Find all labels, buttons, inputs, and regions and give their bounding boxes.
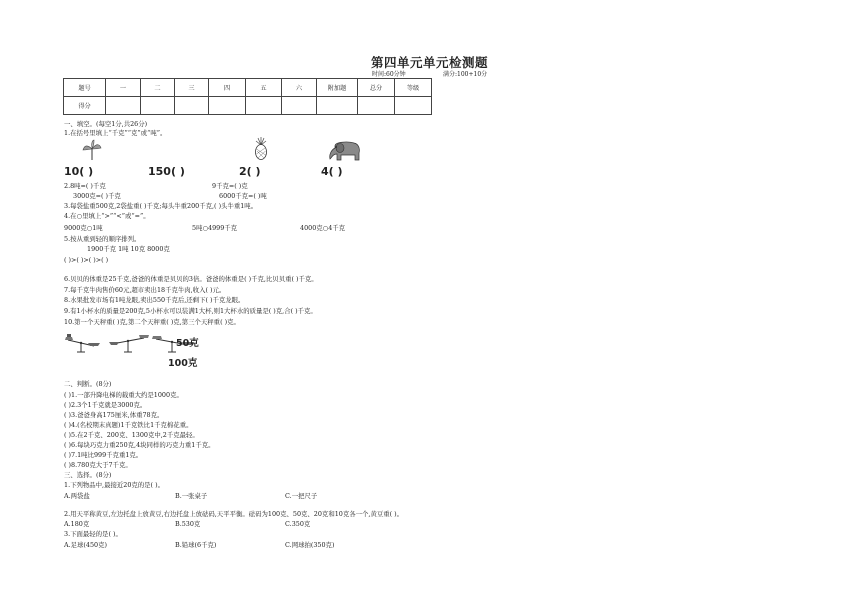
score-cell[interactable] <box>358 97 395 115</box>
score-table-header-cell: 三 <box>175 79 209 97</box>
q4-text: 4.在○里填上“>”“<”或“=”。 <box>64 212 150 220</box>
elephant-icon <box>327 140 363 162</box>
score-table <box>63 78 432 115</box>
q10-text: 10.第一个天秤重( )克,第二个天秤重( )克,第三个天秤重( )克。 <box>64 318 240 326</box>
choice-q2-option-b: B.530克 <box>175 520 201 528</box>
judge-item: ( )2.3个1千克就是3000克。 <box>64 401 147 409</box>
page-title: 第四单元单元检测题 <box>371 55 489 70</box>
q5-blanks: ( )>( )>( )>( ) <box>64 256 109 264</box>
q5-items: 1900千克 1吨 10克 8000克 <box>87 245 170 253</box>
judge-item: ( )5.在2千克、200克、1300克中,2千克最轻。 <box>64 431 199 439</box>
q6-text: 6.贝贝的体重是25千克,爸爸的体重是贝贝的3倍。爸爸的体重是( )千克,比贝贝重( )千克。 <box>64 275 318 283</box>
score-table-header-cell: 总分 <box>358 79 395 97</box>
score-table-header-cell: 六 <box>282 79 317 97</box>
choice-q1-option-c: C.一把尺子 <box>285 492 318 500</box>
score-table-header-cell: 附加题 <box>317 79 358 97</box>
choice-q3-text: 3.下面最轻的是( )。 <box>64 530 122 538</box>
score-table-header-cell: 题号 <box>64 79 106 97</box>
full-score: 满分:100+10分 <box>443 71 488 78</box>
balance-scale-1-icon <box>65 334 100 352</box>
score-table-header-cell: 四 <box>209 79 246 97</box>
q1-item-answer: 10( ) <box>64 165 94 178</box>
score-cell[interactable] <box>282 97 317 115</box>
weight-label-100g: 100克 <box>168 358 198 369</box>
section3-heading: 三、选择。(8分) <box>64 471 112 479</box>
q1-item-answer: 4( ) <box>321 165 343 178</box>
q2-text-d: 6000千克=( )吨 <box>219 192 267 200</box>
q8-text: 8.水果批发市场有1吨龙眼,卖出550千克后,还剩下( )千克龙眼。 <box>64 296 245 304</box>
choice-q1-text: 1.下列物品中,最接近20克的是( )。 <box>64 481 164 489</box>
pineapple-icon <box>253 137 269 161</box>
choice-q2-option-a: A.180克 <box>64 520 90 528</box>
score-table-header-row <box>64 79 432 97</box>
balance-scale-2-icon <box>109 335 149 352</box>
judge-item: ( )7.1吨比999千克重1克。 <box>64 451 143 459</box>
score-table-header-cell: 二 <box>141 79 175 97</box>
judge-item: ( )3.爸爸身高175厘米,体重78克。 <box>64 411 164 419</box>
q3-text: 3.每袋盐重500克,2袋盐重( )千克;每头牛重200千克,( )头牛重1吨。 <box>64 202 258 210</box>
q1-item-answer: 150( ) <box>148 165 185 178</box>
score-table-header-cell: 等级 <box>395 79 432 97</box>
score-table-score-row <box>64 97 432 115</box>
plant-sprout-icon <box>82 139 102 161</box>
choice-q3-option-a: A.足球(450克) <box>64 541 108 549</box>
q2-text-b: 9千克=( )克 <box>212 182 248 190</box>
score-cell[interactable] <box>175 97 209 115</box>
q2-text-c: 3000克=( )千克 <box>73 192 121 200</box>
q1-text: 1.在括号里填上“千克”“克”或“吨”。 <box>64 129 167 137</box>
q4-compare-c: 4000克○4千克 <box>300 224 346 232</box>
score-table-header-cell: 一 <box>106 79 141 97</box>
judge-item: ( )6.每块巧克力重250克,4块同样的巧克力重1千克。 <box>64 441 215 449</box>
score-cell[interactable] <box>246 97 282 115</box>
q4-compare-a: 9000克○1吨 <box>64 224 103 232</box>
score-table-header-cell: 五 <box>246 79 282 97</box>
section1-heading: 一、填空。(每空1分,共26分) <box>64 120 148 128</box>
score-cell[interactable] <box>395 97 432 115</box>
score-cell[interactable] <box>106 97 141 115</box>
choice-q1-option-b: B.一张桌子 <box>175 492 208 500</box>
judge-item: ( )8.780克大于7千克。 <box>64 461 132 469</box>
judge-item: ( )1.一部升降电梯的载重大约是1000克。 <box>64 391 183 399</box>
choice-q1-option-a: A.两袋盐 <box>64 492 90 500</box>
section2-heading: 二、判断。(8分) <box>64 380 112 388</box>
score-cell[interactable] <box>317 97 358 115</box>
q1-item-answer: 2( ) <box>239 165 261 178</box>
judge-item: ( )4.(名校期末真题)1千克铁比1千克棉花重。 <box>64 421 193 429</box>
q5-text: 5.按从重到轻的顺序排列。 <box>64 235 141 243</box>
q4-compare-b: 5吨○4999千克 <box>192 224 238 232</box>
weight-label-50g: 50克 <box>176 338 199 349</box>
choice-q2-text: 2.用天平称黄豆,左边托盘上放黄豆,右边托盘上放砝码,天平平衡。砝码为100克、50克、20克和10克各一个,黄豆重( )。 <box>64 510 404 518</box>
exam-time: 时间:60分钟 <box>372 71 406 78</box>
choice-q2-option-c: C.350克 <box>285 520 311 528</box>
q9-text: 9.有1小杯水的质量是200克,5小杯水可以装满1大杯,则1大杯水的质量是( )克,合( )千克。 <box>64 307 317 315</box>
score-cell[interactable] <box>141 97 175 115</box>
score-row-label: 得分 <box>64 97 106 115</box>
score-cell[interactable] <box>209 97 246 115</box>
q7-text: 7.每千克牛肉售价60元,超市卖出18千克牛肉,收入( )元。 <box>64 286 226 294</box>
choice-q3-option-c: C.网球拍(350克) <box>285 541 335 549</box>
q2-text-a: 2.8吨=( )千克 <box>64 182 106 190</box>
choice-q3-option-b: B.铅球(6千克) <box>175 541 217 549</box>
